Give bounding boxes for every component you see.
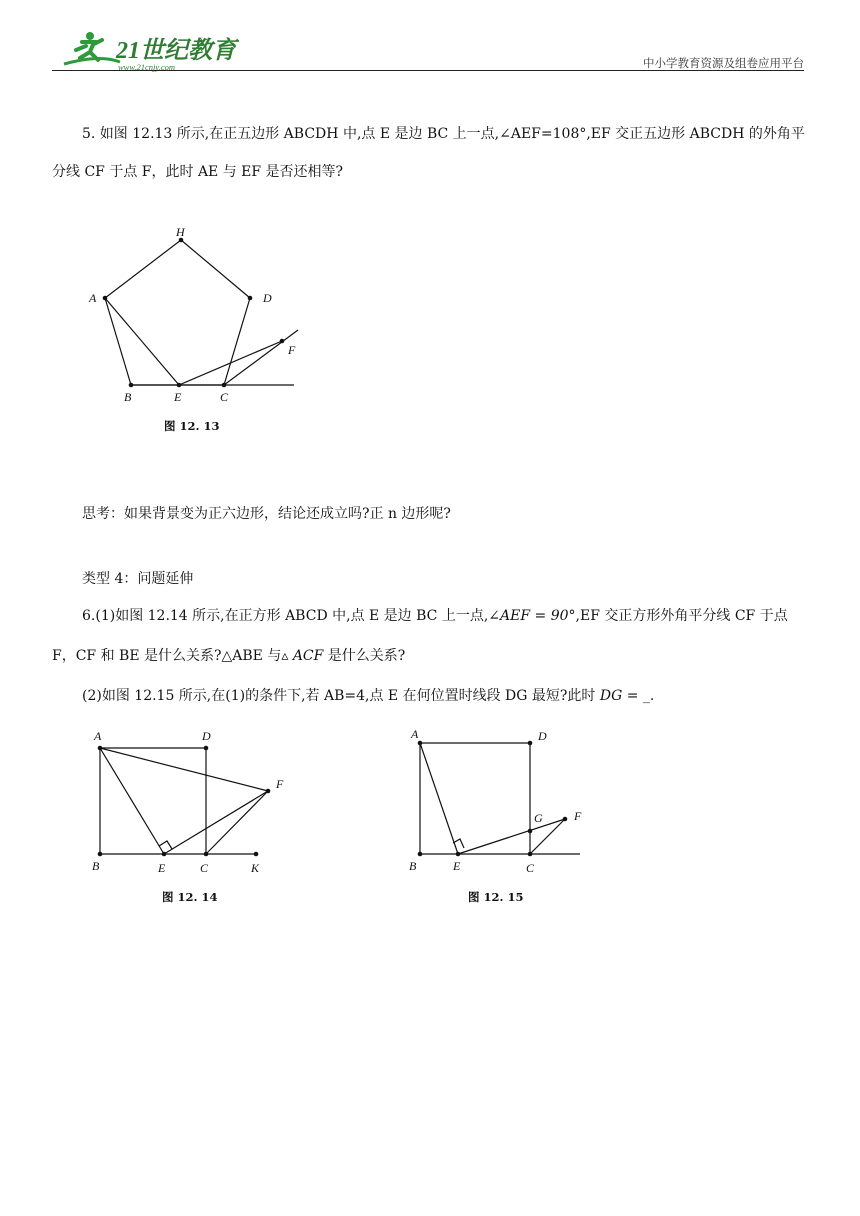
figure-12-14 [84,722,304,912]
q6-line-1 [82,606,788,626]
figure-points [98,746,271,857]
logo-main-text: 21世纪教育 [116,38,236,64]
q6-line-2-text-b: 是什么关系? [323,648,406,664]
header-divider [52,70,804,71]
figure-caption: 图 12. 13 [164,419,220,433]
q6-line-1-text-b: ,EF 交正方形外角平分线 CF 于点 [575,608,788,624]
label-C: C [526,861,535,875]
label-K: K [251,861,260,875]
site-logo [60,28,260,72]
figure-points [103,238,285,388]
q6-line-3-math: DG = [599,688,643,704]
auxiliary-lines [100,748,268,854]
q6-line-1-text-a: 6.(1)如图 12.14 所示,在正方形 ABCD 中,点 E 是边 BC 上一点, [82,608,489,624]
auxiliary-lines [420,743,580,854]
type-4-heading: 类型 4：问题延伸 [82,571,194,587]
label-D: D [263,291,272,305]
q6-line-3-text-b: _. [642,688,655,704]
label-C: C [200,861,209,875]
label-E: E [453,859,461,873]
q5-line-2: 分线 CF 于点 F，此时 AE 与 EF 是否还相等? [52,164,344,180]
figure-12-15 [400,722,600,912]
q6-line-3 [82,686,654,706]
label-E: E [174,390,182,404]
label-F: F [574,809,582,823]
label-F: F [288,343,296,357]
label-C: C [220,390,229,404]
label-B: B [92,859,100,873]
label-F: F [276,777,284,791]
figure-caption: 图 12. 14 [162,890,218,904]
figure-12-13 [80,222,320,442]
figure-caption: 图 12. 15 [468,890,524,904]
page-header [52,22,804,74]
label-D: D [538,729,547,743]
runner-icon [64,32,120,64]
think-question: 思考：如果背景变为正六边形，结论还成立吗?正 n 边形呢? [82,506,451,522]
q5-line-1: 5. 如图 12.13 所示,在正五边形 ABCDH 中,点 E 是边 BC 上一点,∠AEF=108°,EF 交正五边形 ABCDH 的外角平 [82,126,805,142]
label-A: A [89,291,97,305]
q6-line-2 [52,646,405,666]
logo-url-text: www.21cnjy.com [118,62,175,72]
label-H: H [176,225,185,239]
q6-line-2-text-a: F，CF 和 BE 是什么关系?△ABE 与 [52,648,282,664]
label-B: B [124,390,132,404]
q6-line-3-text-a: (2)如图 12.15 所示,在(1)的条件下,若 AB=4,点 E 在何位置时线段 DG 最短?此时 [82,688,600,704]
label-A: A [94,729,102,743]
platform-name: 中小学教育资源及组卷应用平台 [643,56,804,70]
label-A: A [411,727,419,741]
label-E: E [158,861,166,875]
label-G: G [534,811,543,825]
auxiliary-lines [105,298,298,385]
label-B: B [409,859,417,873]
square-shape [420,743,530,854]
q6-line-2-math: ▵ ACF [281,648,324,664]
label-D: D [202,729,211,743]
pentagon-shape [105,240,250,385]
q6-line-1-math: ∠AEF = 90° [488,608,576,624]
